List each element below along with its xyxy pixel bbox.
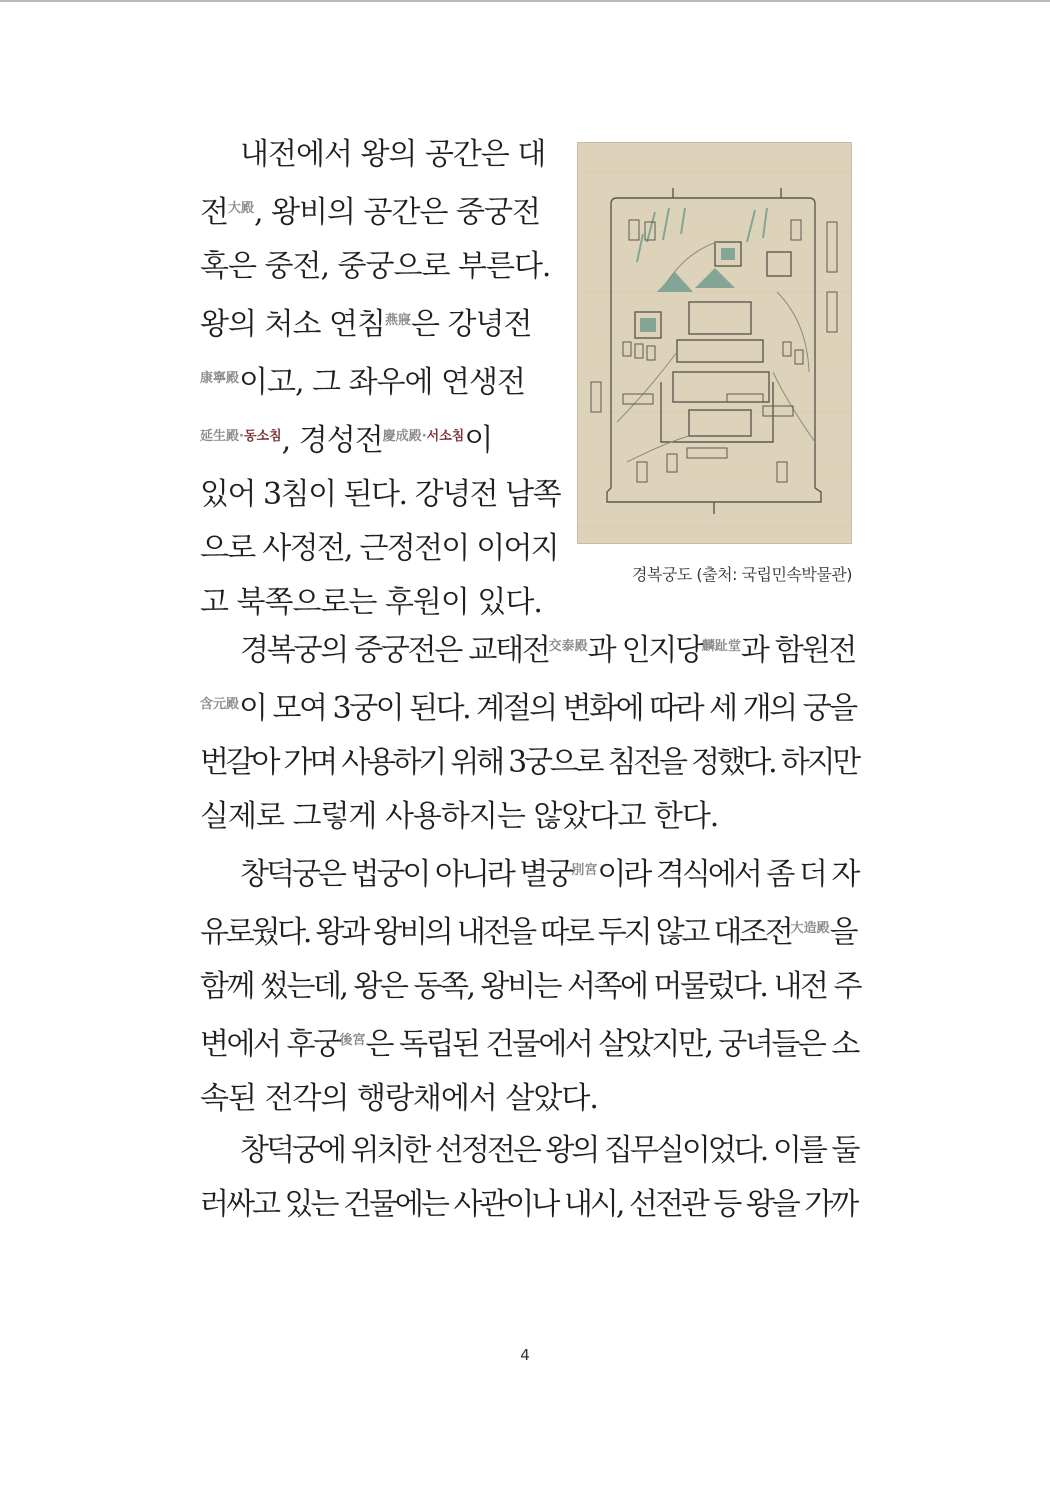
text-line: 왕의 처소 연침 <box>200 307 385 342</box>
paragraph-1 <box>200 128 560 630</box>
text-line: , 경성전 <box>281 423 383 458</box>
text-line: 이 모여 3궁이 된다. 계절의 변화에 따라 세 개의 궁을 <box>239 691 856 726</box>
text-line: 은 강녕전 <box>410 307 532 342</box>
hanja-annotation: 康寧殿 <box>200 371 240 386</box>
text-line: 함께 썼는데, 왕은 동쪽, 왕비는 서쪽에 머물렀다. 내전 주 <box>200 969 860 1004</box>
top-rule <box>0 0 1050 2</box>
hanja-annotation: 後宮 <box>339 1033 366 1048</box>
palace-map-image <box>577 142 852 544</box>
paragraph-4 <box>200 1124 860 1232</box>
hanja-annotation: 麟趾堂 <box>701 639 741 654</box>
hanja-annotation: 交泰殿 <box>548 639 588 654</box>
text-line: 러싸고 있는 건물에는 사관이나 내시, 선전관 등 왕을 가까 <box>200 1187 857 1222</box>
korean-annotation: 동소침 <box>243 429 282 444</box>
text-line: 유로웠다. 왕과 왕비의 내전을 따로 두지 않고 대조전 <box>200 915 791 950</box>
text-line: 이라 격식에서 좀 더 자 <box>597 857 858 892</box>
text-line: 실제로 그렇게 사용하지는 않았다고 한다. <box>200 799 719 834</box>
text-line: 번갈아 가며 사용하기 위해 3궁으로 침전을 정했다. 하지만 <box>200 745 858 780</box>
text-line: 변에서 후궁 <box>200 1027 340 1062</box>
text-line: 속된 전각의 행랑채에서 살았다. <box>200 1081 598 1116</box>
hanja-annotation: 燕寢 <box>384 313 411 328</box>
palace-map-figure <box>577 142 852 544</box>
text-line: 과 함원전 <box>740 633 856 668</box>
text-line: 과 인지당 <box>587 633 702 668</box>
hanja-annotation: 大造殿 <box>790 921 830 936</box>
text-line: 으로 사정전, 근정전이 이어지 <box>200 531 558 566</box>
figure-caption: 경복궁도 (출처: 국립민속박물관) <box>632 565 852 584</box>
text-line: 전 <box>200 195 228 230</box>
korean-annotation: 서소침 <box>426 429 465 444</box>
hanja-annotation: 大殿 <box>227 201 254 216</box>
hanja-annotation: 別宮 <box>571 863 598 878</box>
text-line: 있어 3침이 된다. 강녕전 남쪽 <box>200 477 561 512</box>
text-line: 경복궁의 중궁전은 교태전 <box>240 633 549 668</box>
text-line: 이고, 그 좌우에 연생전 <box>239 365 525 400</box>
text-line: 창덕궁은 법궁이 아니라 별궁 <box>240 857 572 892</box>
paragraph-2 <box>200 620 860 844</box>
hanja-annotation: 慶成殿 <box>382 429 422 444</box>
annotation-separator: · <box>239 429 244 444</box>
page-number: 4 <box>520 1346 530 1364</box>
hanja-annotation: 含元殿 <box>200 697 240 712</box>
text-line: 내전에서 왕의 공간은 대 <box>240 137 546 172</box>
text-line: , 왕비의 공간은 중궁전 <box>254 195 540 230</box>
annotation-separator: · <box>421 429 427 444</box>
text-line: 은 독립된 건물에서 살았지만, 궁녀들은 소 <box>365 1027 858 1062</box>
text-line: 혹은 중전, 중궁으로 부른다. <box>200 249 551 284</box>
text-line: 이 <box>464 423 493 458</box>
text-line: 창덕궁에 위치한 선정전은 왕의 집무실이었다. 이를 둘 <box>240 1133 858 1168</box>
hanja-annotation: 延生殿 <box>200 429 240 444</box>
text-line: 고 북쪽으로는 후원이 있다. <box>200 585 542 620</box>
paragraph-3 <box>200 844 860 1126</box>
text-line: 을 <box>829 915 856 950</box>
